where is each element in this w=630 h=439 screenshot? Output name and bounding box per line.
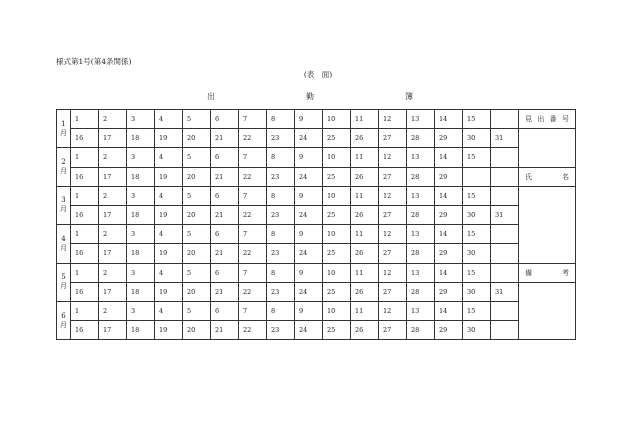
day-cell: 6 (211, 186, 239, 205)
day-cell: 9 (295, 110, 323, 129)
day-cell: 30 (463, 205, 491, 224)
day-cell: 3 (127, 263, 155, 282)
day-cell: 28 (407, 244, 435, 263)
day-cell: 27 (379, 244, 407, 263)
day-cell: 30 (463, 282, 491, 301)
day-cell: 15 (463, 186, 491, 205)
day-cell: 3 (127, 225, 155, 244)
day-cell: 27 (379, 167, 407, 186)
day-cell: 9 (295, 148, 323, 167)
day-cell: 5 (183, 110, 211, 129)
day-cell: 17 (99, 244, 127, 263)
day-cell: 13 (407, 186, 435, 205)
day-cell: 12 (379, 186, 407, 205)
heading-name: 氏 名 (519, 167, 576, 186)
day-cell: 23 (267, 321, 295, 340)
day-cell: 24 (295, 282, 323, 301)
day-cell: 21 (211, 244, 239, 263)
day-cell: 17 (99, 167, 127, 186)
day-cell: 22 (239, 282, 267, 301)
day-cell: 2 (99, 110, 127, 129)
day-cell: 18 (127, 282, 155, 301)
day-cell: 15 (463, 148, 491, 167)
day-cell: 25 (323, 321, 351, 340)
day-cell: 6 (211, 301, 239, 320)
day-cell: 10 (323, 186, 351, 205)
day-cell: 8 (267, 225, 295, 244)
day-cell: 22 (239, 205, 267, 224)
day-cell: 24 (295, 244, 323, 263)
day-cell: 14 (435, 148, 463, 167)
day-cell: 27 (379, 321, 407, 340)
day-cell: 25 (323, 167, 351, 186)
day-cell: 21 (211, 205, 239, 224)
day-cell: 23 (267, 167, 295, 186)
day-cell (463, 167, 491, 186)
day-cell: 8 (267, 148, 295, 167)
day-cell: 24 (295, 167, 323, 186)
day-cell: 9 (295, 263, 323, 282)
day-cell: 12 (379, 148, 407, 167)
day-cell: 3 (127, 110, 155, 129)
day-cell: 3 (127, 148, 155, 167)
day-cell: 16 (71, 129, 99, 148)
day-cell: 1 (71, 186, 99, 205)
day-cell: 22 (239, 321, 267, 340)
month-label: 2月 (60, 158, 67, 176)
day-cell: 10 (323, 225, 351, 244)
day-cell: 28 (407, 205, 435, 224)
day-cell: 14 (435, 225, 463, 244)
day-cell: 24 (295, 129, 323, 148)
day-cell: 5 (183, 263, 211, 282)
day-cell: 8 (267, 110, 295, 129)
day-cell: 7 (239, 263, 267, 282)
heading-number: 見出番号 (519, 110, 576, 129)
day-cell: 4 (155, 186, 183, 205)
day-cell (491, 110, 519, 129)
doc-title-char: 簿 (405, 92, 413, 101)
day-cell: 19 (155, 205, 183, 224)
day-cell: 24 (295, 205, 323, 224)
day-cell: 29 (435, 129, 463, 148)
doc-title-char: 勤 (306, 92, 314, 101)
day-cell: 22 (239, 129, 267, 148)
day-cell: 23 (267, 205, 295, 224)
month-label-cell (57, 225, 71, 263)
day-cell: 2 (99, 186, 127, 205)
day-cell: 15 (463, 301, 491, 320)
day-cell: 29 (435, 167, 463, 186)
day-cell: 27 (379, 205, 407, 224)
day-cell: 31 (491, 205, 519, 224)
day-cell: 10 (323, 301, 351, 320)
day-cell: 16 (71, 244, 99, 263)
day-cell: 6 (211, 225, 239, 244)
attendance-ledger (56, 109, 576, 340)
month-label: 1月 (60, 119, 67, 137)
day-cell: 19 (155, 129, 183, 148)
day-cell: 9 (295, 186, 323, 205)
name-field[interactable] (519, 186, 576, 263)
day-cell: 5 (183, 301, 211, 320)
month-label-cell (57, 263, 71, 301)
day-cell: 10 (323, 110, 351, 129)
day-cell: 10 (323, 148, 351, 167)
day-cell: 29 (435, 321, 463, 340)
form-number: 様式第1号(第4条関係) (56, 57, 132, 66)
day-cell: 26 (351, 167, 379, 186)
doc-title-char: 出 (207, 92, 215, 101)
day-cell: 29 (435, 282, 463, 301)
day-cell: 25 (323, 205, 351, 224)
heading-remarks: 備 考 (519, 263, 576, 282)
day-cell: 23 (267, 282, 295, 301)
day-cell (491, 225, 519, 244)
day-cell: 11 (351, 148, 379, 167)
day-cell: 13 (407, 301, 435, 320)
day-cell: 2 (99, 225, 127, 244)
day-cell: 8 (267, 301, 295, 320)
day-cell: 4 (155, 301, 183, 320)
day-cell (491, 321, 519, 340)
day-cell: 16 (71, 321, 99, 340)
day-cell: 12 (379, 263, 407, 282)
day-cell: 13 (407, 110, 435, 129)
day-cell: 16 (71, 167, 99, 186)
day-cell: 28 (407, 282, 435, 301)
day-cell (491, 167, 519, 186)
day-cell: 12 (379, 225, 407, 244)
day-cell: 7 (239, 148, 267, 167)
day-cell (491, 301, 519, 320)
day-cell: 4 (155, 110, 183, 129)
day-cell: 26 (351, 244, 379, 263)
number-field[interactable] (519, 129, 576, 167)
table-row (57, 186, 576, 205)
day-cell: 3 (127, 186, 155, 205)
day-cell: 9 (295, 301, 323, 320)
day-cell: 22 (239, 244, 267, 263)
month-label-cell (57, 301, 71, 339)
day-cell (491, 148, 519, 167)
day-cell: 11 (351, 263, 379, 282)
day-cell: 19 (155, 244, 183, 263)
day-cell: 18 (127, 244, 155, 263)
table-row (57, 110, 576, 129)
day-cell: 2 (99, 301, 127, 320)
day-cell: 17 (99, 282, 127, 301)
day-cell: 12 (379, 110, 407, 129)
day-cell: 17 (99, 321, 127, 340)
day-cell: 10 (323, 263, 351, 282)
day-cell: 21 (211, 167, 239, 186)
day-cell: 7 (239, 186, 267, 205)
day-cell: 8 (267, 186, 295, 205)
day-cell: 18 (127, 129, 155, 148)
day-cell: 3 (127, 301, 155, 320)
day-cell: 26 (351, 282, 379, 301)
day-cell: 20 (183, 321, 211, 340)
day-cell (491, 186, 519, 205)
day-cell: 20 (183, 282, 211, 301)
day-cell: 19 (155, 167, 183, 186)
day-cell: 30 (463, 321, 491, 340)
day-cell: 1 (71, 110, 99, 129)
day-cell: 16 (71, 205, 99, 224)
day-cell: 25 (323, 282, 351, 301)
day-cell: 25 (323, 244, 351, 263)
day-cell: 2 (99, 148, 127, 167)
day-cell (491, 263, 519, 282)
table-row (57, 244, 576, 263)
day-cell: 11 (351, 110, 379, 129)
day-cell: 14 (435, 186, 463, 205)
day-cell: 1 (71, 263, 99, 282)
day-cell: 11 (351, 186, 379, 205)
table-row (57, 205, 576, 224)
day-cell: 13 (407, 148, 435, 167)
table-row (57, 167, 576, 186)
day-cell: 6 (211, 110, 239, 129)
day-cell: 20 (183, 205, 211, 224)
month-label-cell (57, 110, 71, 148)
day-cell: 7 (239, 301, 267, 320)
day-cell: 12 (379, 301, 407, 320)
day-cell: 7 (239, 110, 267, 129)
day-cell: 15 (463, 263, 491, 282)
day-cell: 6 (211, 148, 239, 167)
day-cell: 6 (211, 263, 239, 282)
day-cell: 9 (295, 225, 323, 244)
day-cell: 15 (463, 110, 491, 129)
day-cell: 4 (155, 148, 183, 167)
day-cell: 26 (351, 129, 379, 148)
day-cell: 11 (351, 301, 379, 320)
day-cell: 17 (99, 205, 127, 224)
day-cell: 30 (463, 129, 491, 148)
day-cell: 22 (239, 167, 267, 186)
month-label: 3月 (60, 196, 67, 214)
day-cell: 26 (351, 321, 379, 340)
side-label: (表 面) (303, 70, 333, 79)
day-cell: 25 (323, 129, 351, 148)
day-cell: 16 (71, 282, 99, 301)
day-cell: 20 (183, 244, 211, 263)
day-cell: 17 (99, 129, 127, 148)
day-cell (491, 244, 519, 263)
day-cell: 20 (183, 129, 211, 148)
month-label-cell (57, 148, 71, 186)
day-cell: 29 (435, 205, 463, 224)
day-cell: 21 (211, 129, 239, 148)
day-cell: 19 (155, 282, 183, 301)
table-row (57, 225, 576, 244)
day-cell: 23 (267, 129, 295, 148)
day-cell: 27 (379, 282, 407, 301)
day-cell: 31 (491, 282, 519, 301)
table-row (57, 129, 576, 148)
month-label: 4月 (60, 234, 67, 252)
day-cell: 1 (71, 148, 99, 167)
table-row (57, 301, 576, 320)
day-cell: 11 (351, 225, 379, 244)
day-cell: 14 (435, 263, 463, 282)
table-row (57, 263, 576, 282)
day-cell: 5 (183, 225, 211, 244)
day-cell: 21 (211, 321, 239, 340)
day-cell: 13 (407, 263, 435, 282)
day-cell: 29 (435, 244, 463, 263)
day-cell: 26 (351, 205, 379, 224)
day-cell: 4 (155, 263, 183, 282)
table-row (57, 282, 576, 301)
day-cell: 27 (379, 129, 407, 148)
day-cell: 18 (127, 205, 155, 224)
day-cell: 31 (491, 129, 519, 148)
day-cell: 4 (155, 225, 183, 244)
day-cell: 7 (239, 225, 267, 244)
day-cell: 5 (183, 186, 211, 205)
remarks-field[interactable] (519, 282, 576, 340)
month-label: 5月 (60, 273, 67, 291)
day-cell: 2 (99, 263, 127, 282)
table-row (57, 321, 576, 340)
day-cell: 24 (295, 321, 323, 340)
table-row (57, 148, 576, 167)
day-cell: 30 (463, 244, 491, 263)
day-cell: 28 (407, 129, 435, 148)
day-cell: 5 (183, 148, 211, 167)
day-cell: 13 (407, 225, 435, 244)
day-cell: 18 (127, 167, 155, 186)
day-cell: 14 (435, 301, 463, 320)
day-cell: 28 (407, 167, 435, 186)
day-cell: 14 (435, 110, 463, 129)
day-cell: 15 (463, 225, 491, 244)
month-label: 6月 (60, 311, 67, 329)
day-cell: 18 (127, 321, 155, 340)
day-cell: 19 (155, 321, 183, 340)
month-label-cell (57, 186, 71, 224)
day-cell: 23 (267, 244, 295, 263)
day-cell: 8 (267, 263, 295, 282)
day-cell: 1 (71, 301, 99, 320)
day-cell: 21 (211, 282, 239, 301)
day-cell: 28 (407, 321, 435, 340)
day-cell: 1 (71, 225, 99, 244)
day-cell: 20 (183, 167, 211, 186)
